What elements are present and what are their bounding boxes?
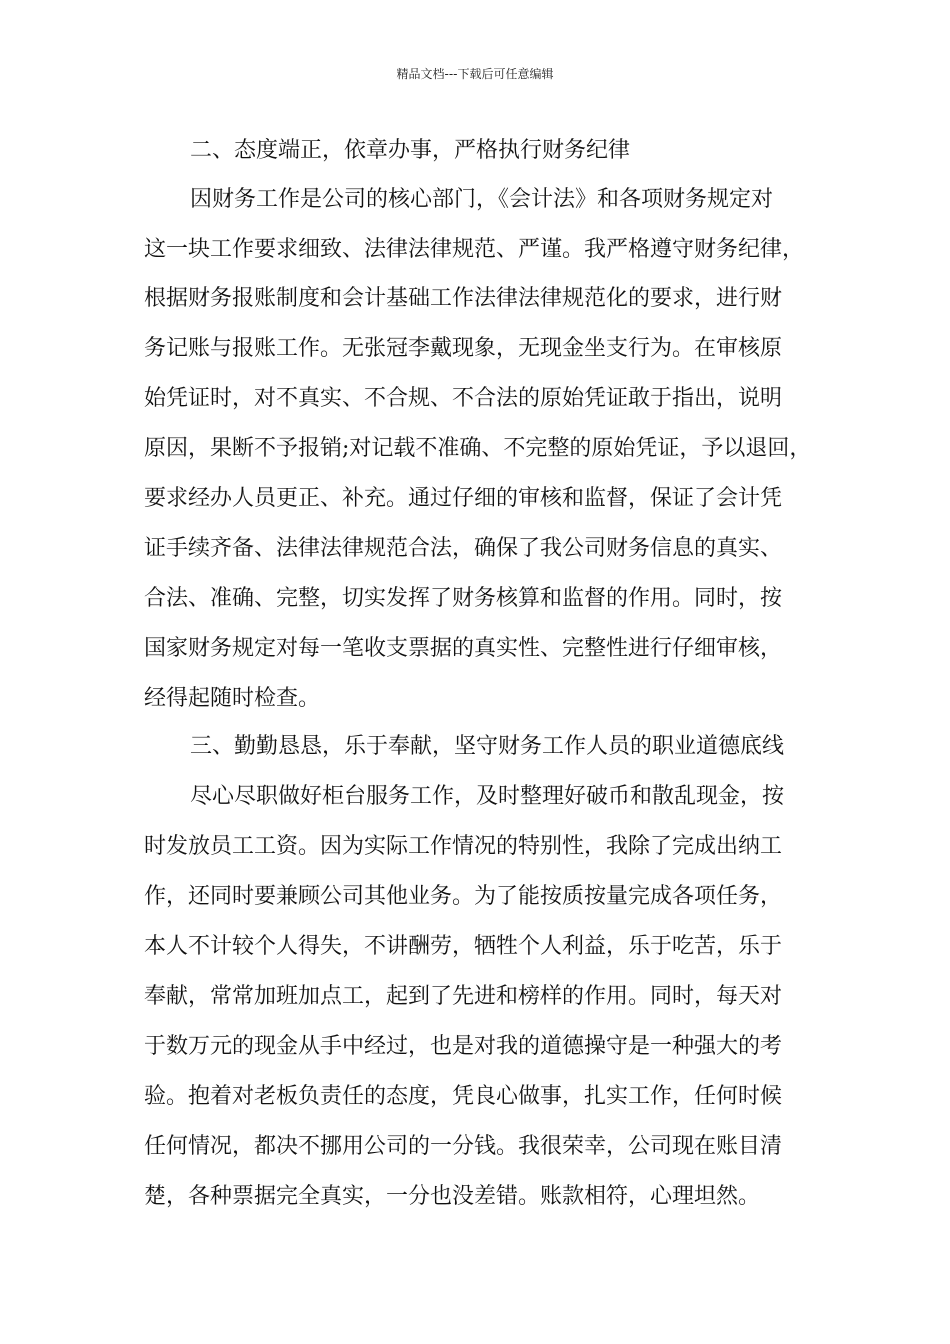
paragraph-line: 任何情况，都决不挪用公司的一分钱。我很荣幸，公司现在账目清 bbox=[144, 1134, 783, 1159]
paragraph-line: 国家财务规定对每一笔收支票据的真实性、完整性进行仔细审核， bbox=[144, 636, 783, 661]
paragraph-line: 时发放员工工资。因为实际工作情况的特别性，我除了完成出纳工 bbox=[144, 834, 783, 859]
paragraph-line: 始凭证时，对不真实、不合规、不合法的原始凭证敢于指出，说明 bbox=[144, 386, 783, 411]
paragraph-line: 验。抱着对老板负责任的态度，凭良心做事，扎实工作，任何时候 bbox=[144, 1084, 783, 1109]
section-heading-3: 三、勤勤恳恳，乐于奉献，坚守财务工作人员的职业道德底线 bbox=[190, 734, 785, 759]
paragraph-line: 奉献，常常加班加点工，起到了先进和榜样的作用。同时，每天对 bbox=[144, 984, 783, 1009]
paragraph-line: 本人不计较个人得失，不讲酬劳，牺牲个人利益，乐于吃苦，乐于 bbox=[144, 934, 783, 959]
paragraph-line: 这一块工作要求细致、法律法律规范、严谨。我严格遵守财务纪律， bbox=[144, 237, 805, 262]
paragraph-line: 证手续齐备、法律法律规范合法，确保了我公司财务信息的真实、 bbox=[144, 536, 783, 561]
paragraph-line: 经得起随时检查。 bbox=[144, 686, 321, 711]
section-heading-2: 二、态度端正，依章办事，严格执行财务纪律 bbox=[190, 138, 631, 163]
paragraph-line: 要求经办人员更正、补充。通过仔细的审核和监督，保证了会计凭 bbox=[144, 486, 783, 511]
paragraph-line: 于数万元的现金从手中经过，也是对我的道德操守是一种强大的考 bbox=[144, 1034, 783, 1059]
paragraph-line: 根据财务报账制度和会计基础工作法律法律规范化的要求，进行财 bbox=[144, 286, 783, 311]
paragraph-line: 原因，果断不予报销;对记载不准确、不完整的原始凭证，予以退回， bbox=[144, 436, 812, 461]
paragraph-line: 楚，各种票据完全真实，一分也没差错。账款相符，心理坦然。 bbox=[144, 1184, 761, 1209]
paragraph-line: 作，还同时要兼顾公司其他业务。为了能按质按量完成各项任务， bbox=[144, 884, 783, 909]
paragraph-line: 合法、准确、完整，切实发挥了财务核算和监督的作用。同时，按 bbox=[144, 586, 783, 611]
paragraph-line: 因财务工作是公司的核心部门，《会计法》和各项财务规定对 bbox=[190, 187, 774, 212]
paragraph-line: 务记账与报账工作。无张冠李戴现象，无现金坐支行为。在审核原 bbox=[144, 336, 783, 361]
paragraph-line: 尽心尽职做好柜台服务工作，及时整理好破币和散乱现金，按 bbox=[190, 784, 785, 809]
page-header: 精品文档---下载后可任意编辑 bbox=[396, 67, 554, 81]
